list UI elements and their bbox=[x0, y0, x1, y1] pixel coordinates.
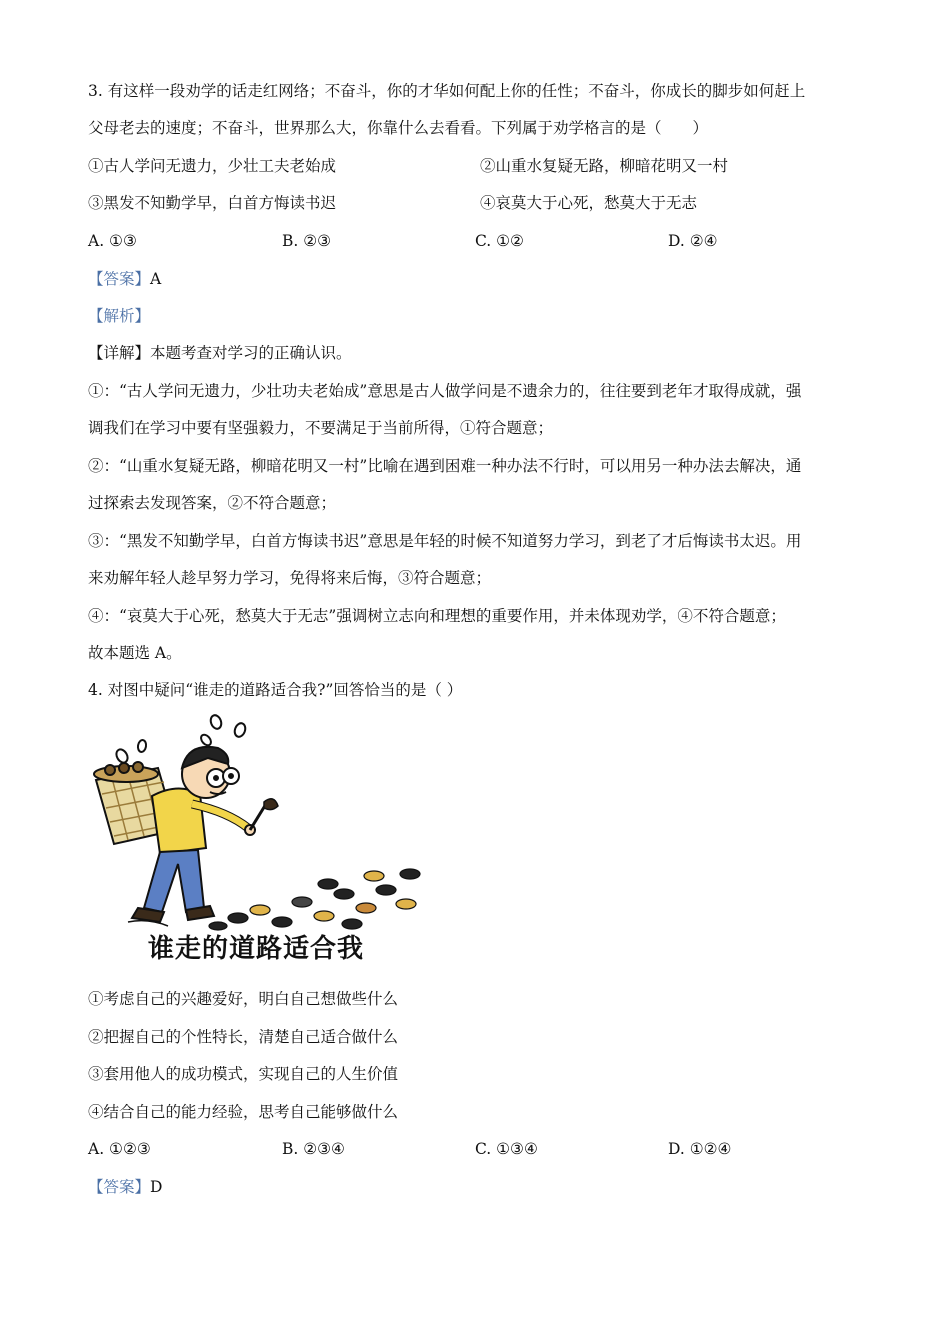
q3-explain-line-3: ②：“山重水复疑无路，柳暗花明又一村”比喻在遇到困难一种办法不行时，可以用另一种办法去解决，通 bbox=[88, 457, 802, 475]
q3-item-2: ②山重水复疑无路，柳暗花明又一村 bbox=[480, 157, 729, 175]
q4-choice-b: B. ②③④ bbox=[282, 1140, 345, 1158]
q4-choice-a: A. ①②③ bbox=[88, 1140, 151, 1158]
cartoon-caption: 谁走的道路适合我 bbox=[148, 934, 365, 964]
answer-tag: 【答案】 bbox=[88, 1178, 151, 1196]
answer-tag: 【答案】 bbox=[88, 270, 151, 288]
q3-explain-line-7: ④：“哀莫大于心死，愁莫大于无志”强调树立志向和理想的重要作用，并未体现劝学，④不符合题意； bbox=[88, 607, 786, 625]
q4-choice-d: D. ①②④ bbox=[668, 1140, 732, 1158]
q3-detail bbox=[88, 342, 352, 364]
q4-item-2: ②把握自己的个性特长，清楚自己适合做什么 bbox=[88, 1028, 399, 1046]
q3-explain-line-1: ①：“古人学问无遗力，少壮功夫老始成”意思是古人做学问是不遗余力的，往往要到老年才取得成就，强 bbox=[88, 382, 802, 400]
q3-answer bbox=[88, 268, 161, 290]
q4-stem: 4. 对图中疑问“谁走的道路适合我?”回答恰当的是（ ） bbox=[88, 681, 463, 699]
answer-value: D bbox=[150, 1178, 163, 1196]
q4-item-4: ④结合自己的能力经验，思考自己能够做什么 bbox=[88, 1103, 399, 1121]
q3-explain-line-4: 过探索去发现答案，②不符合题意； bbox=[88, 494, 337, 512]
q4-answer bbox=[88, 1176, 162, 1198]
q3-item-1: ①古人学问无遗力，少壮工夫老始成 bbox=[88, 157, 337, 175]
q3-item-4: ④哀莫大于心死，愁莫大于无志 bbox=[480, 194, 698, 212]
q4-item-3: ③套用他人的成功模式，实现自己的人生价值 bbox=[88, 1065, 399, 1083]
detail-text: 本题考查对学习的正确认识。 bbox=[150, 344, 352, 362]
q3-choice-d: D. ②④ bbox=[668, 232, 718, 250]
footprints bbox=[209, 869, 420, 930]
q3-choice-c: C. ①② bbox=[475, 232, 524, 250]
q3-explain-line-8: 故本题选 A。 bbox=[88, 644, 182, 662]
q3-stem-line-1: 3. 有这样一段劝学的话走红网络；不奋斗，你的才华如何配上你的任性；不奋斗，你成长的脚步如何赶上 bbox=[88, 82, 806, 100]
q3-stem-line-2: 父母老去的速度；不奋斗，世界那么大，你靠什么去看看。下列属于劝学格言的是（ ） bbox=[88, 119, 709, 137]
q3-choice-a: A. ①③ bbox=[88, 232, 137, 250]
q4-item-1: ①考虑自己的兴趣爱好，明白自己想做些什么 bbox=[88, 990, 399, 1008]
answer-value: A bbox=[150, 270, 162, 288]
q3-choice-b: B. ②③ bbox=[282, 232, 332, 250]
q3-explain-line-2: 调我们在学习中要有坚强毅力，不要满足于当前所得，①符合题意； bbox=[88, 419, 554, 437]
q3-explain-line-6: 来劝解年轻人趁早努力学习，免得将来后悔，③符合题意； bbox=[88, 569, 492, 587]
detail-tag: 【详解】 bbox=[88, 344, 151, 362]
q3-item-3: ③黑发不知勤学早，白首方悔读书迟 bbox=[88, 194, 337, 212]
q3-analysis-tag: 【解析】 bbox=[88, 307, 151, 325]
q4-choice-c: C. ①③④ bbox=[475, 1140, 538, 1158]
q3-explain-line-5: ③：“黑发不知勤学早，白首方悔读书迟”意思是年轻的时候不知道努力学习，到老了才后悔读书太迟。用 bbox=[88, 532, 802, 550]
